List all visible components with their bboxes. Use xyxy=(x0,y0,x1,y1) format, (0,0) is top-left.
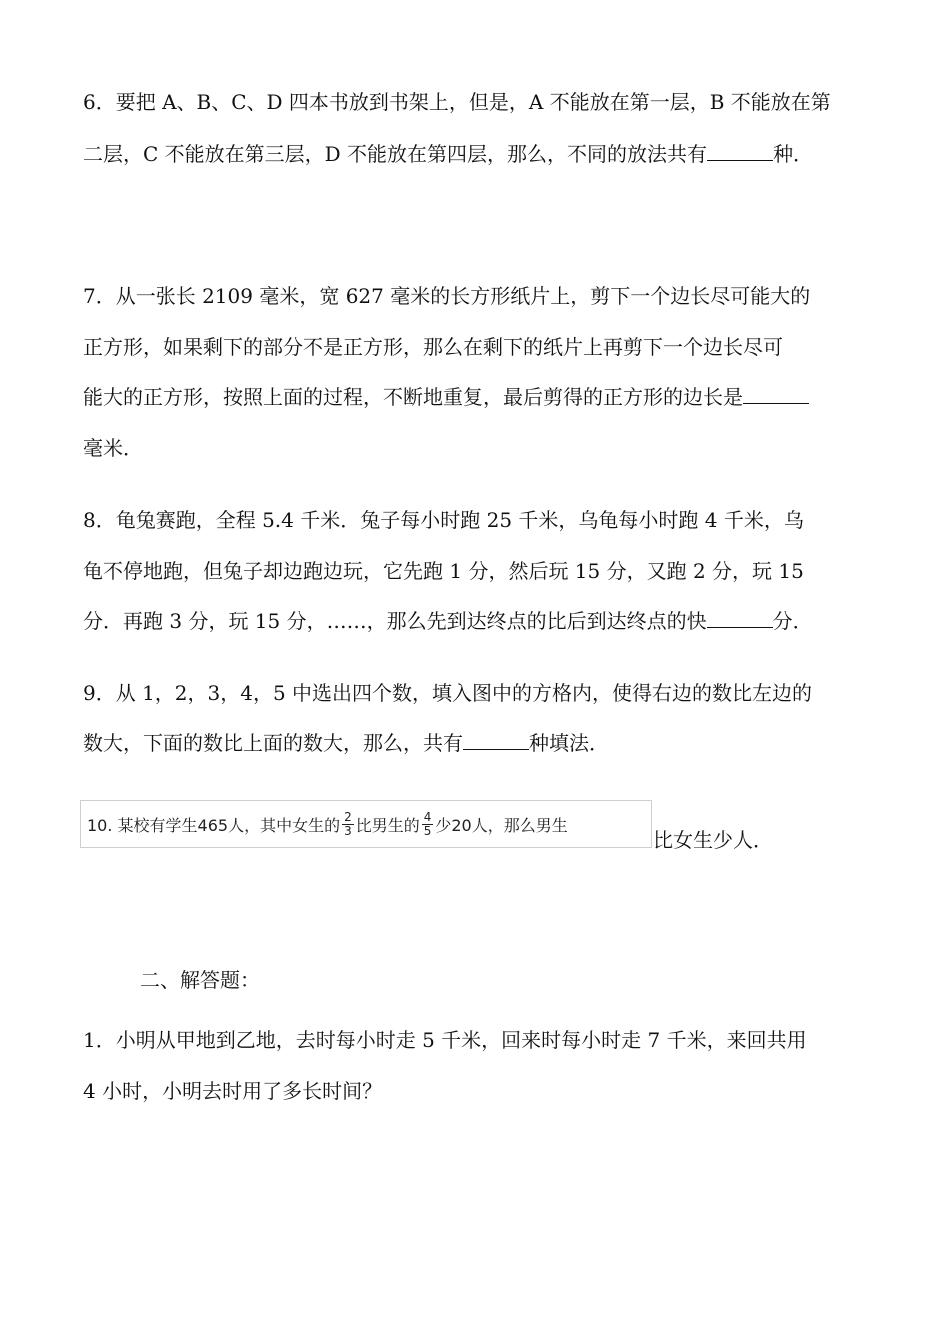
q6-line-1: 6．要把 A、B、C、D 四本书放到书架上，但是，A 不能放在第一层，B 不能放在第 xyxy=(83,90,831,114)
q6-text-after-blank: 种． xyxy=(773,142,814,166)
q9-text-after-blank: 种填法． xyxy=(529,731,609,755)
q8-line-2: 龟不停地跑，但兔子却边跑边玩，它先跑 1 分，然后玩 15 分，又跑 2 分，玩 15 xyxy=(83,559,804,583)
q10-fraction-2 xyxy=(422,811,434,838)
q10-trailing-text: 比女生少人． xyxy=(653,828,773,852)
q10-fraction-2-denominator: 5 xyxy=(423,823,432,838)
q10-fraction-1-denominator: 3 xyxy=(344,823,352,838)
section-heading: 二、解答题： xyxy=(140,968,260,992)
q7-line-2: 正方形，如果剩下的部分不是正方形，那么在剩下的纸片上再剪下一个边长尽可 xyxy=(83,335,783,359)
q10-fraction-1 xyxy=(342,811,354,838)
q6-answer-blank xyxy=(707,140,773,161)
q8-line-3 xyxy=(83,607,813,635)
q10-text-part-2: 比男生的 xyxy=(355,815,420,835)
q6-line-2 xyxy=(83,140,813,168)
q7-answer-blank xyxy=(743,383,809,404)
q9-text-before-blank: 数大，下面的数比上面的数大，那么，共有 xyxy=(83,731,463,755)
q9-answer-blank xyxy=(463,729,529,750)
q7-text-before-blank: 能大的正方形，按照上面的过程，不断地重复，最后剪得的正方形的边长是 xyxy=(83,385,743,409)
q7-line-1: 7．从一张长 2109 毫米，宽 627 毫米的长方形纸片上，剪下一个边长尽可能大的 xyxy=(83,284,811,308)
q7-line-4: 毫米． xyxy=(83,436,143,460)
q8-answer-blank xyxy=(707,607,773,628)
q10-text-part-1: 10. 某校有学生465人，其中女生的 xyxy=(87,815,341,835)
q10-fraction-1-numerator: 2 xyxy=(344,809,352,824)
q10-fraction-2-numerator: 4 xyxy=(423,809,432,824)
q6-text-before-blank: 二层，C 不能放在第三层，D 不能放在第四层，那么，不同的放法共有 xyxy=(83,142,708,166)
q9-line-2 xyxy=(83,729,609,757)
q8-line-1: 8．龟兔赛跑，全程 5.4 千米．兔子每小时跑 25 千米，乌龟每小时跑 4 千米，乌 xyxy=(83,508,804,532)
s1-line-2: 4 小时，小明去时用了多长时间？ xyxy=(83,1079,383,1103)
q8-text-before-blank: 分．再跑 3 分，玩 15 分，……，那么先到达终点的比后到达终点的快 xyxy=(83,609,707,633)
q10-embedded-image xyxy=(80,800,652,848)
q10-text-part-3: 少20人，那么男生 xyxy=(435,815,568,835)
q8-text-after-blank: 分． xyxy=(772,609,813,633)
s1-line-1: 1．小明从甲地到乙地，去时每小时走 5 千米，回来时每小时走 7 千米，来回共用 xyxy=(83,1028,807,1052)
q9-line-1: 9．从 1，2，3，4，5 中选出四个数，填入图中的方格内，使得右边的数比左边的 xyxy=(83,681,813,705)
q7-line-3 xyxy=(83,383,809,411)
